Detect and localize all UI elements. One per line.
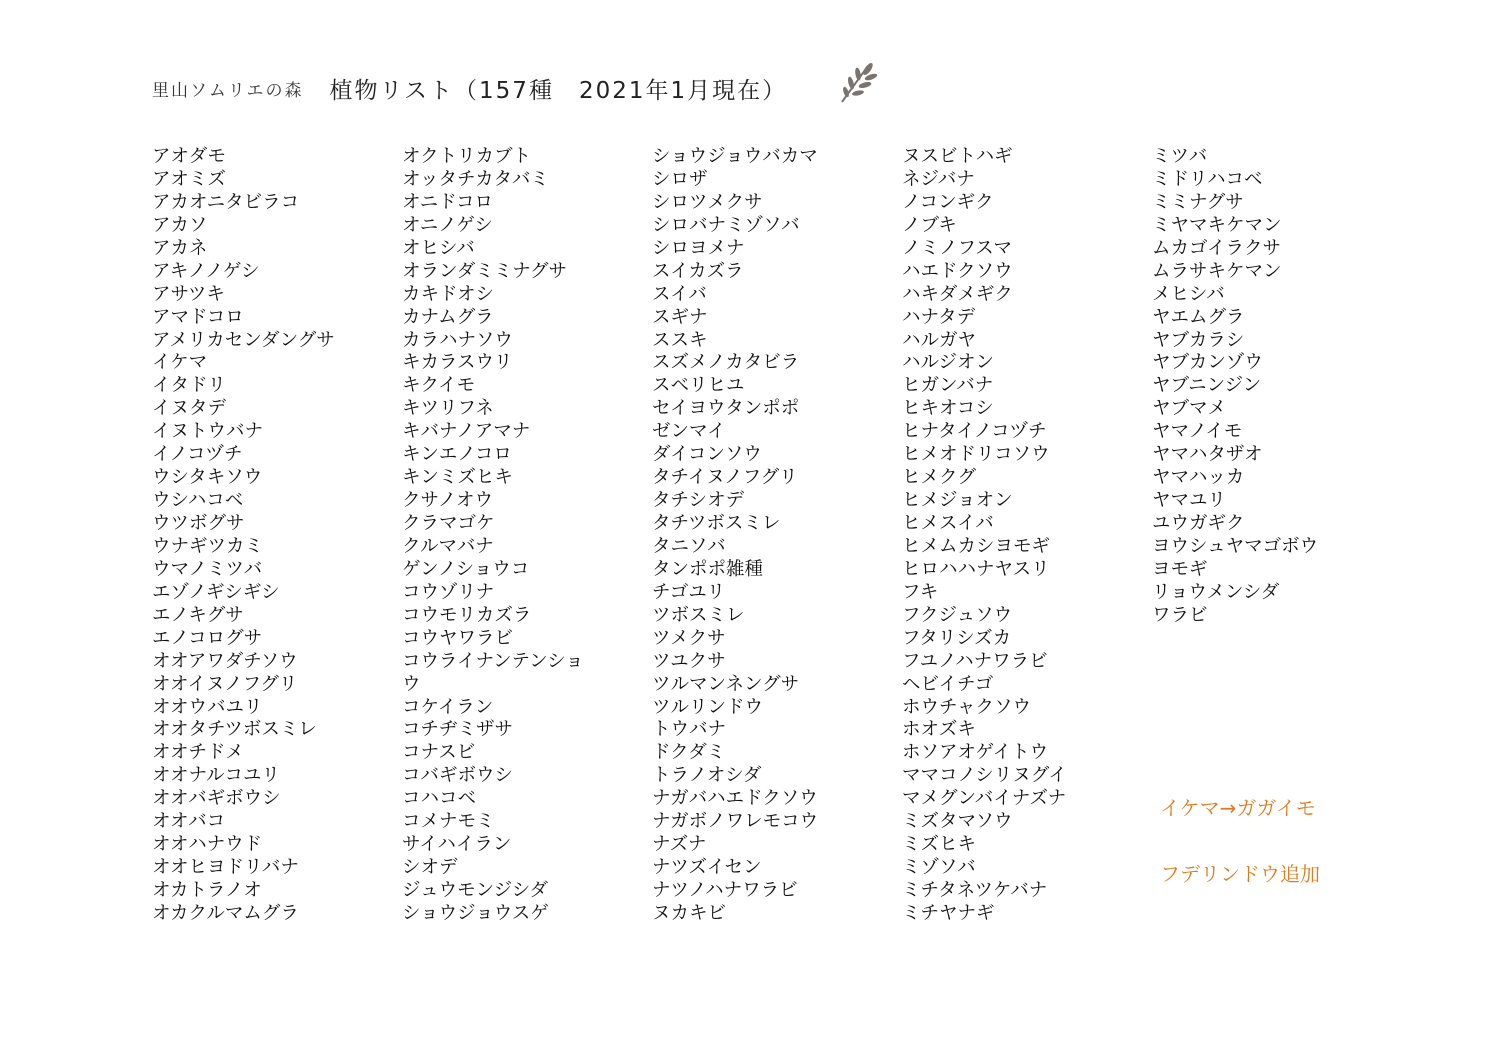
plant-name: アカソ <box>152 214 208 236</box>
plant-name: タチイヌノフグリ <box>652 467 798 489</box>
plant-name: ナツズイセン <box>652 857 762 879</box>
plant-name: オオアワダチソウ <box>152 650 298 672</box>
plant-name: フタリシズカ <box>902 627 1012 649</box>
plant-name: ウマノミツバ <box>152 558 263 580</box>
plant-name: ツルマンネングサ <box>652 673 800 695</box>
plant-name: オオヒヨドリバナ <box>152 857 299 879</box>
plant-name: イヌトウバナ <box>152 421 264 443</box>
plant-name: ヒメオドリコソウ <box>902 444 1050 466</box>
plant-name: ヒナタイノコヅチ <box>902 421 1047 443</box>
plant-name: マメグンバイナズナ <box>902 788 1067 810</box>
plant-name: ウ <box>402 673 421 695</box>
plant-name: ムカゴイラクサ <box>1152 237 1281 259</box>
plant-name: アマドコロ <box>152 306 244 328</box>
plant-name: ゲンノショウコ <box>402 558 530 580</box>
plant-name: ナズナ <box>652 834 707 856</box>
plant-name: キツリフネ <box>402 398 494 420</box>
plant-column-4 <box>902 146 1067 926</box>
plant-name: ナツノハナワラビ <box>652 880 798 901</box>
plant-name: ススキ <box>652 329 708 351</box>
plant-name: ヒメジョオン <box>902 490 1013 512</box>
plant-name: オオタチツボスミレ <box>152 719 317 741</box>
plant-name: コハコベ <box>402 788 477 810</box>
plant-name: クラマゴケ <box>402 513 495 534</box>
plant-name: コメナモミ <box>402 811 495 833</box>
plant-name: ヒメスイバ <box>902 513 994 534</box>
plant-name: フユノハナワラビ <box>902 650 1048 672</box>
plant-name: ミゾソバ <box>902 857 976 879</box>
plant-name: ヒメクグ <box>902 467 977 489</box>
plant-name: ネジバナ <box>902 168 975 190</box>
leaf-sprig-icon <box>838 62 878 104</box>
plant-name: オオチドメ <box>152 742 244 764</box>
plant-name: ユウガギク <box>1152 513 1245 534</box>
plant-name: ヤブカンゾウ <box>1152 352 1263 374</box>
plant-name: エゾノギシギシ <box>152 581 280 603</box>
added-note: フデリンドウ追加 <box>1160 862 1320 886</box>
plant-name: ミチタネツケバナ <box>902 880 1048 901</box>
plant-name: ダイコンソウ <box>652 444 762 466</box>
plant-name: オオイヌノフグリ <box>152 673 298 695</box>
plant-name: ハキダメギク <box>902 283 1013 305</box>
plant-name: シロバナミゾソバ <box>652 214 800 236</box>
plant-name: スベリヒユ <box>652 375 745 397</box>
plant-name: コウゾリナ <box>402 581 495 603</box>
plant-name: オオウバユリ <box>152 696 263 718</box>
plant-name: ヤブマメ <box>1152 398 1227 420</box>
forest-name: 里山ソムリエの森 <box>152 81 304 101</box>
plant-name: リョウメンシダ <box>1152 581 1280 603</box>
plant-name: ムラサキケマン <box>1152 260 1282 282</box>
plant-name: スイバ <box>652 283 707 305</box>
plant-name: ハルガヤ <box>902 329 977 351</box>
plant-name: ウシタキソウ <box>152 467 263 489</box>
plant-name: オクトリカブト <box>402 146 531 167</box>
plant-name: ホウチャクソウ <box>902 696 1031 718</box>
plant-name: シロツメクサ <box>652 191 763 213</box>
plant-name: ヤブカラシ <box>1152 329 1245 351</box>
plant-name: ショウジョウバカマ <box>652 146 818 167</box>
plant-name: ハナタデ <box>902 306 976 328</box>
plant-name: アキノノゲシ <box>152 260 260 282</box>
plant-name: オヒシバ <box>402 237 475 259</box>
plant-name: オニドコロ <box>402 191 494 213</box>
plant-column-2 <box>402 146 584 926</box>
plant-name: ヌカキビ <box>652 902 727 924</box>
plant-name: セイヨウタンポポ <box>652 398 800 420</box>
plant-name: サイハイラン <box>402 834 512 856</box>
plant-name: ナガバハエドクソウ <box>652 788 818 810</box>
plant-name: ヒガンバナ <box>902 375 994 397</box>
plant-name: カキドオシ <box>402 283 494 305</box>
plant-name: シロザ <box>652 168 708 190</box>
plant-name: シオデ <box>402 857 458 879</box>
plant-name: イケマ <box>152 352 208 374</box>
plant-name: コウモリカズラ <box>402 604 532 626</box>
plant-name: ツルリンドウ <box>652 696 764 718</box>
plant-name: キクイモ <box>402 375 476 397</box>
plant-name: ヤマハッカ <box>1152 467 1245 489</box>
plant-name: オオバギボウシ <box>152 788 281 810</box>
plant-name: ドクダミ <box>652 742 726 764</box>
plant-name: ミミナグサ <box>1152 191 1244 213</box>
plant-name: ツボスミレ <box>652 604 745 626</box>
plant-name: ヤブニンジン <box>1152 375 1262 397</box>
plant-name: ヨウシュヤマゴボウ <box>1152 535 1319 557</box>
plant-name: ノコンギク <box>902 191 994 213</box>
list-title: 植物リスト（157種 2021年1月現在） <box>329 78 788 104</box>
plant-name: ホオズキ <box>902 719 976 741</box>
plant-name: オニノゲシ <box>402 214 493 236</box>
plant-name: ヘビイチゴ <box>902 673 994 695</box>
plant-name: ツユクサ <box>652 650 726 672</box>
plant-name: ヤマハタザオ <box>1152 444 1263 466</box>
plant-name: キンミズヒキ <box>402 467 513 489</box>
plant-name: ゼンマイ <box>652 421 726 443</box>
plant-name: ヒロハハナヤスリ <box>902 558 1050 580</box>
plant-name: クルマバナ <box>402 535 494 557</box>
plant-column-1 <box>152 146 335 926</box>
plant-name: ノブキ <box>902 214 957 236</box>
plant-name: チゴユリ <box>652 581 726 603</box>
plant-name: ウナギツカミ <box>152 535 264 557</box>
plant-name: オランダミミナグサ <box>402 260 568 282</box>
plant-name: ワラビ <box>1152 604 1208 626</box>
plant-name: スギナ <box>652 306 708 328</box>
plant-name: カナムグラ <box>402 306 494 328</box>
plant-name: ノミノフスマ <box>902 237 1012 259</box>
plant-name: ツメクサ <box>652 627 726 649</box>
plant-name: メヒシバ <box>1152 283 1225 305</box>
plant-name: コケイラン <box>402 696 494 718</box>
plant-name: イヌタデ <box>152 398 227 420</box>
plant-name: アメリカセンダングサ <box>152 329 335 351</box>
plant-name: スイカズラ <box>652 260 744 282</box>
page-header <box>152 70 787 106</box>
plant-name: クサノオウ <box>402 490 494 512</box>
plant-name: ヒメムカシヨモギ <box>902 535 1051 557</box>
plant-name: コナスビ <box>402 742 476 764</box>
plant-name: フキ <box>902 581 939 603</box>
plant-name: ジュウモンジシダ <box>402 880 548 901</box>
plant-name: ウシハコベ <box>152 490 244 512</box>
plant-name: ヤマノイモ <box>1152 421 1243 443</box>
plant-name: オオナルコユリ <box>152 765 281 787</box>
plant-name: シロヨメナ <box>652 237 745 259</box>
plant-name: アオミズ <box>152 168 226 190</box>
plant-name: キンエノコロ <box>402 444 512 466</box>
plant-name: ミズタマソウ <box>902 811 1013 833</box>
plant-name: コウヤワラビ <box>402 627 514 649</box>
plant-name: オカクルマムグラ <box>152 902 299 924</box>
plant-name: アオダモ <box>152 146 226 167</box>
plant-name: オオバコ <box>152 811 226 833</box>
plant-name: エノキグサ <box>152 604 244 626</box>
plant-name: ミツバ <box>1152 146 1208 167</box>
plant-name: アサツキ <box>152 283 225 305</box>
plant-name: コチヂミザサ <box>402 719 514 741</box>
plant-name: カラハナソウ <box>402 329 513 351</box>
plant-name: トラノオシダ <box>652 765 762 787</box>
plant-name: ミズヒキ <box>902 834 977 856</box>
plant-name: オッタチカタバミ <box>402 168 549 190</box>
plant-name: イタドリ <box>152 375 227 397</box>
plant-name: ミチヤナギ <box>902 902 995 924</box>
plant-name: エノコログサ <box>152 627 263 649</box>
plant-name: キカラスウリ <box>402 352 513 374</box>
plant-name: ナガボノワレモコウ <box>652 811 819 833</box>
plant-name: タチシオデ <box>652 490 745 512</box>
plant-column-3 <box>652 146 818 926</box>
plant-name: オカトラノオ <box>152 880 262 901</box>
plant-name: ハエドクソウ <box>902 260 1013 282</box>
plant-name: フクジュソウ <box>902 604 1013 626</box>
plant-name: ミドリハコベ <box>1152 168 1263 190</box>
plant-name: アカオニタビラコ <box>152 191 300 213</box>
plant-name: タチツボスミレ <box>652 513 781 534</box>
plant-name: ヤマユリ <box>1152 490 1227 512</box>
plant-name: タニソバ <box>652 535 726 557</box>
plant-name: イノコヅチ <box>152 444 243 466</box>
plant-name: タンポポ雑種 <box>652 558 764 580</box>
plant-column-5 <box>1152 146 1318 628</box>
plant-name: ヌスビトハギ <box>902 146 1013 167</box>
plant-name: ハルジオン <box>902 352 995 374</box>
plant-name: ヤエムグラ <box>1152 306 1245 328</box>
plant-name: ミヤマキケマン <box>1152 214 1282 236</box>
plant-name: ウツボグサ <box>152 513 245 534</box>
plant-name: コバギボウシ <box>402 765 514 787</box>
plant-name: オオハナウド <box>152 834 263 856</box>
plant-name: スズメノカタビラ <box>652 352 800 374</box>
plant-name: コウライナンテンショ <box>402 650 584 672</box>
plant-name: ショウジョウスゲ <box>402 902 549 924</box>
rename-note: イケマ→ガガイモ <box>1160 796 1316 820</box>
plant-name: アカネ <box>152 237 208 259</box>
plant-name: ヨモギ <box>1152 558 1208 580</box>
plant-name: ヒキオコシ <box>902 398 994 420</box>
plant-name: トウバナ <box>652 719 727 741</box>
plant-name: ママコノシリヌグイ <box>902 765 1067 787</box>
plant-name: ホソアオゲイトウ <box>902 742 1049 764</box>
plant-name: キバナノアマナ <box>402 421 531 443</box>
